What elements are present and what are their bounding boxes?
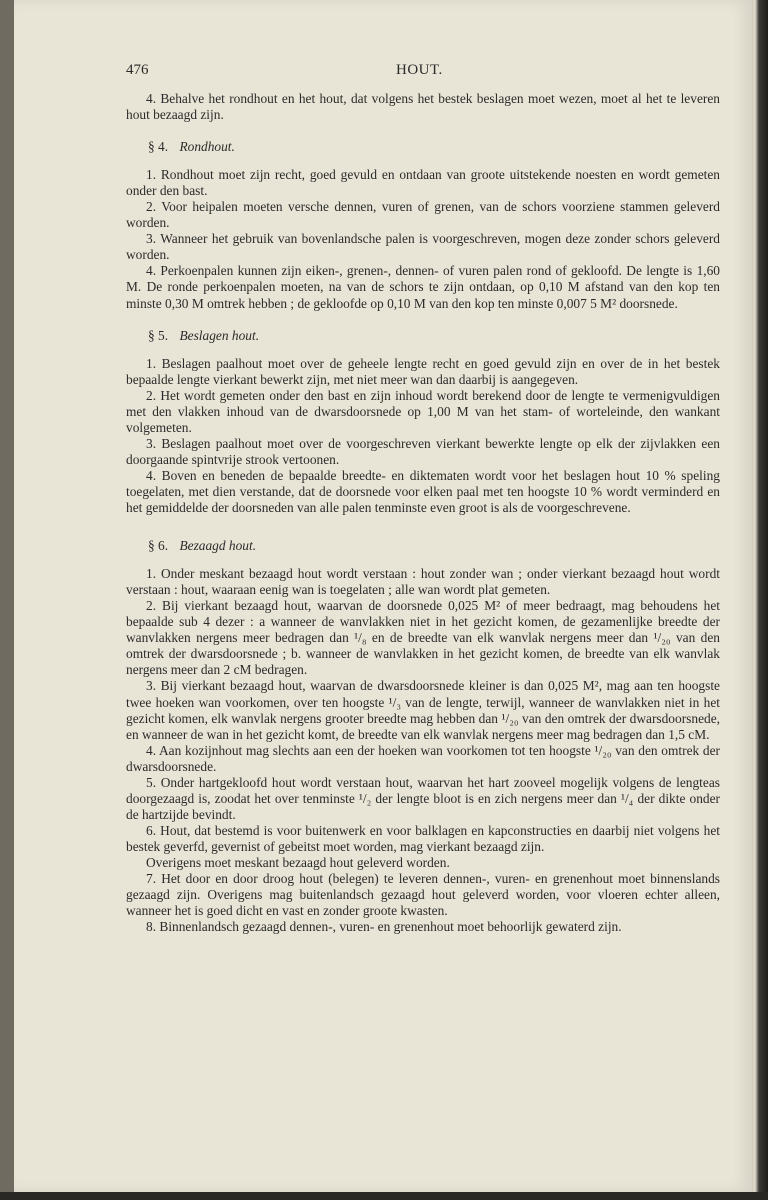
paragraph: 1. Onder meskant bezaagd hout wordt verstaan : hout zonder wan ; onder vierkant bezaagd hout wordt verstaan : hout, waaraan eenig wan is toegelaten ; alle wan wordt plat gemeten. xyxy=(126,566,720,598)
paragraph: 1. Beslagen paalhout moet over de geheele lengte recht en goed gevuld zijn en over de in het bestek bepaalde lengte vierkant bewerkt zijn, met niet meer wan dan daarbij is aangegeven. xyxy=(126,355,720,387)
paragraph: 4. Aan kozijnhout mag slechts aan een der hoeken wan voorkomen tot ten hoogste ¹/₂₀ van den omtrek der dwarsdoorsnede. xyxy=(126,742,720,774)
paragraph: 5. Onder hartgekloofd hout wordt verstaan hout, waarvan het hart zooveel mogelijk volgens de lengteas doorgezaagd is, zoodat het over tenminste ¹/₂ der lengte bloot is en zich nergens meer dan ¹/₄ der dikte onder de hartzijde bevindt. xyxy=(126,774,720,822)
section-title: Rondhout. xyxy=(179,139,235,155)
running-header xyxy=(126,62,720,80)
section-number: § 4. xyxy=(148,139,169,155)
paragraph: 2. Voor heipalen moeten versche dennen, vuren of grenen, van de schors voorziene stammen geleverd worden. xyxy=(126,199,720,231)
section-title: Bezaagd hout. xyxy=(179,538,257,554)
intro-paragraph: 4. Behalve het rondhout en het hout, dat volgens het bestek beslagen moet wezen, moet al het te leveren hout bezaagd zijn. xyxy=(126,91,720,123)
paragraph: 2. Het wordt gemeten onder den bast en zijn inhoud wordt berekend door de lengte te vermenigvuldigen met den vlakken inhoud van de dwarsdoorsnede op 1,00 M van het stam- of worteleinde, den wankant volgemeten. xyxy=(126,387,720,435)
paragraph: 3. Bij vierkant bezaagd hout, waarvan de dwarsdoorsnede kleiner is dan 0,025 M², mag aan ten hoogste twee hoeken wan voorkomen, over ten hoogste ¹/₃ van de lengte, terwijl, wanneer de wanvlakken niet in het gezicht komen, elk wanvlak nergens grooter breedte mag hebben dan ¹/₂₀ van den omtrek der dwarsdoorsnede, en wanneer de wan in het gezicht komt, de breedte van elk wanvlak nergens meer mag bedragen dan 1,5 cM. xyxy=(126,678,720,742)
paragraph: 3. Beslagen paalhout moet over de voorgeschreven vierkant bewerkte lengte op elk der zijvlakken een doorgaande spintvrije strook vertoonen. xyxy=(126,435,720,467)
page-number: 476 xyxy=(126,62,149,78)
paragraph: 8. Binnenlandsch gezaagd dennen-, vuren- en grenenhout moet behoorlijk gewaterd zijn. xyxy=(146,919,622,935)
paragraph: 2. Bij vierkant bezaagd hout, waarvan de doorsnede 0,025 M² of meer bedraagt, mag behoudens het bepaalde sub 4 dezer : a wanneer de wanvlakken niet in het gezicht komen, de gezamenlijke breedte der wanvlakken nergens meer bedragen dan ¹/₈ en de breedte van elk wanvlak nergens meer dan ¹/₂₀ van den omtrek der dwarsdoorsnede ; b. wanneer de wanvlakken in het gezicht komen, de breedte van elk wanvlak nergens meer dan 2 cM bedragen. xyxy=(126,598,720,678)
section-number: § 5. xyxy=(148,327,169,343)
section-title: Beslagen hout. xyxy=(179,327,260,343)
page-edge-bottom xyxy=(0,1192,768,1200)
section-heading-5 xyxy=(148,328,720,344)
paragraph: 6. Hout, dat bestemd is voor buitenwerk en voor balklagen en kapconstructies en daarbij niet volgens het bestek geverfd, gevernist of gebeitst moet worden, mag vierkant bezaagd zijn. xyxy=(126,822,720,854)
page-body xyxy=(126,91,720,935)
section-number: § 6. xyxy=(148,538,169,554)
section-heading-4 xyxy=(148,139,720,155)
page-edge-right xyxy=(752,0,768,1200)
paragraph: 1. Rondhout moet zijn recht, goed gevuld en ontdaan van groote uitstekende noesten en wordt gemeten onder den bast. xyxy=(126,167,720,199)
paragraph: 3. Wanneer het gebruik van bovenlandsche palen is voorgeschreven, mogen deze zonder schors geleverd worden. xyxy=(126,231,720,263)
paragraph: 4. Boven en beneden de bepaalde breedte- en diktematen wordt voor het beslagen hout 10 % speling toegelaten, met dien verstande, dat de doorsnede voor elken paal met ten hoogste 10 % wordt verminderd en het gemiddelde der doorsneden van alle palen tenminste even groot is als de voorgeschrevene. xyxy=(126,467,720,516)
paragraph: 7. Het door en door droog hout (belegen) te leveren dennen-, vuren- en grenenhout moet binnenslands gezaagd zijn. Overigens mag buitenlandsch gezaagd hout geleverd worden, voor vloeren echter alleen, wanneer het is goed dicht en vast en zonder groote kwasten. xyxy=(126,871,720,919)
paragraph: 4. Perkoenpalen kunnen zijn eiken-, grenen-, dennen- of vuren palen rond of gekloofd. De lengte is 1,60 M. De ronde perkoenpalen moeten, na van de schors te zijn ontdaan, op 0,10 M afstand van den kop ten minste 0,30 M omtrek hebben ; de gekloofde op 0,10 M van den kop ten minste 0,007 5 M² doorsnede. xyxy=(126,263,720,311)
section-heading-6 xyxy=(148,538,720,554)
running-title: HOUT. xyxy=(396,62,443,78)
paragraph: Overigens moet meskant bezaagd hout geleverd worden. xyxy=(146,854,450,870)
